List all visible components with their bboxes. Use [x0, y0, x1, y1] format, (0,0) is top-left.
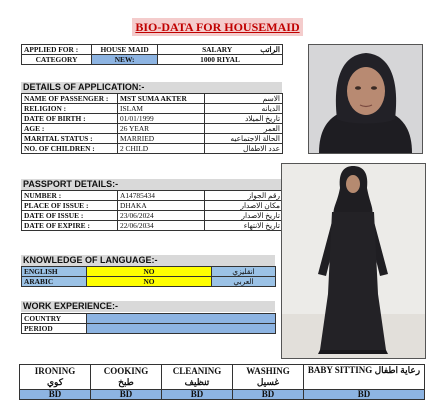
skill-value: BD	[304, 390, 425, 400]
row-label: NUMBER :	[22, 191, 118, 201]
full-body-photo	[281, 163, 426, 359]
language-table	[21, 266, 276, 287]
row-arabic: تاريخ الانتهاء	[205, 221, 283, 231]
table-row	[22, 267, 276, 277]
table-row	[22, 144, 283, 154]
passport-table	[21, 190, 283, 231]
skill-label: BABY SITTING رعاية اطفال	[307, 365, 421, 375]
row-arabic: العربي	[212, 277, 276, 287]
table-row	[22, 191, 283, 201]
skill-baby-sitting	[304, 365, 425, 390]
skill-label: CLEANING	[172, 366, 222, 376]
experience-table	[21, 313, 276, 334]
skill-ironing	[20, 365, 91, 390]
salary-value: 1000 RIYAL	[158, 55, 283, 65]
category-value: NEW:	[92, 55, 158, 65]
row-label: RELIGION :	[22, 104, 118, 114]
row-value: A14785434	[118, 191, 205, 201]
table-row	[22, 124, 283, 134]
row-arabic: انقليزي	[212, 267, 276, 277]
skills-value-row	[20, 390, 425, 400]
skill-cleaning	[162, 365, 233, 390]
skill-arabic: تنظيف	[184, 377, 210, 387]
row-value: 2 CHILD	[118, 144, 205, 154]
country-label: COUNTRY	[22, 314, 87, 324]
table-row	[22, 277, 276, 287]
row-label: ARABIC	[22, 277, 87, 287]
row-label: AGE :	[22, 124, 118, 134]
row-value: 22/06/2034	[118, 221, 205, 231]
table-row	[22, 104, 283, 114]
row-value: 01/01/1999	[118, 114, 205, 124]
row-arabic: الاسم	[205, 94, 283, 104]
page-title: BIO-DATA FOR HOUSEMAID	[132, 18, 303, 36]
skill-label: IRONING	[34, 366, 76, 376]
row-label: MARITAL STATUS :	[22, 134, 118, 144]
experience-heading: WORK EXPERIENCE:-	[21, 301, 275, 312]
applied-table	[21, 44, 283, 65]
row-arabic: عدد الاطفال	[205, 144, 283, 154]
row-label: NAME OF PASSENGER :	[22, 94, 118, 104]
skill-label: COOKING	[103, 366, 149, 376]
row-label: DATE OF ISSUE :	[22, 211, 118, 221]
table-row	[22, 201, 283, 211]
row-value: NO	[87, 277, 212, 287]
row-arabic: مكان الاصدار	[205, 201, 283, 211]
row-value: 26 YEAR	[118, 124, 205, 134]
skill-value: BD	[20, 390, 91, 400]
row-label: PLACE OF ISSUE :	[22, 201, 118, 211]
skill-arabic: غسيل	[256, 377, 280, 387]
salary-arabic: الراتب	[260, 45, 280, 54]
row-arabic: تاريخ الميلاد	[205, 114, 283, 124]
category-label: CATEGORY	[22, 55, 92, 65]
row-value: DHAKA	[118, 201, 205, 211]
skill-washing	[233, 365, 304, 390]
row-arabic: الحالة الاجتماعيه	[205, 134, 283, 144]
period-value	[87, 324, 276, 334]
portrait-photo	[308, 44, 423, 154]
salary-label: SALARY	[202, 45, 233, 54]
language-heading: KNOWLEDGE OF LANGUAGE:-	[21, 255, 275, 266]
table-row	[22, 324, 276, 334]
row-arabic: رقم الجواز	[205, 191, 283, 201]
skill-arabic: طبخ	[118, 377, 134, 387]
table-row	[22, 211, 283, 221]
table-row	[22, 134, 283, 144]
skills-table	[19, 364, 425, 400]
row-arabic: الديانه	[205, 104, 283, 114]
table-row	[22, 114, 283, 124]
applied-for-value: HOUSE MAID	[92, 45, 158, 55]
row-value: NO	[87, 267, 212, 277]
skill-label: WASHING	[246, 366, 290, 376]
salary-cell	[158, 45, 283, 55]
row-value: 23/06/2024	[118, 211, 205, 221]
table-row	[22, 221, 283, 231]
skills-header-row	[20, 365, 425, 390]
skill-value: BD	[162, 390, 233, 400]
application-heading: DETAILS OF APPLICATION:-	[21, 82, 282, 93]
table-row	[22, 94, 283, 104]
skill-value: BD	[233, 390, 304, 400]
row-value: MARRIED	[118, 134, 205, 144]
country-value	[87, 314, 276, 324]
period-label: PERIOD	[22, 324, 87, 334]
row-value: ISLAM	[118, 104, 205, 114]
row-label: NO. OF CHILDREN :	[22, 144, 118, 154]
row-value: MST SUMA AKTER	[118, 94, 205, 104]
full-body-illustration	[282, 164, 425, 358]
row-label: ENGLISH	[22, 267, 87, 277]
row-label: DATE OF EXPIRE :	[22, 221, 118, 231]
row-arabic: تاريخ الاصدار	[205, 211, 283, 221]
application-table	[21, 93, 283, 154]
skill-arabic: كوي	[47, 377, 63, 387]
row-label: DATE OF BIRTH :	[22, 114, 118, 124]
skill-cooking	[91, 365, 162, 390]
applied-for-label: APPLIED FOR :	[22, 45, 92, 55]
row-arabic: العمر	[205, 124, 283, 134]
table-row	[22, 314, 276, 324]
skill-value: BD	[91, 390, 162, 400]
portrait-illustration	[309, 45, 422, 153]
passport-heading: PASSPORT DETAILS:-	[21, 179, 282, 190]
